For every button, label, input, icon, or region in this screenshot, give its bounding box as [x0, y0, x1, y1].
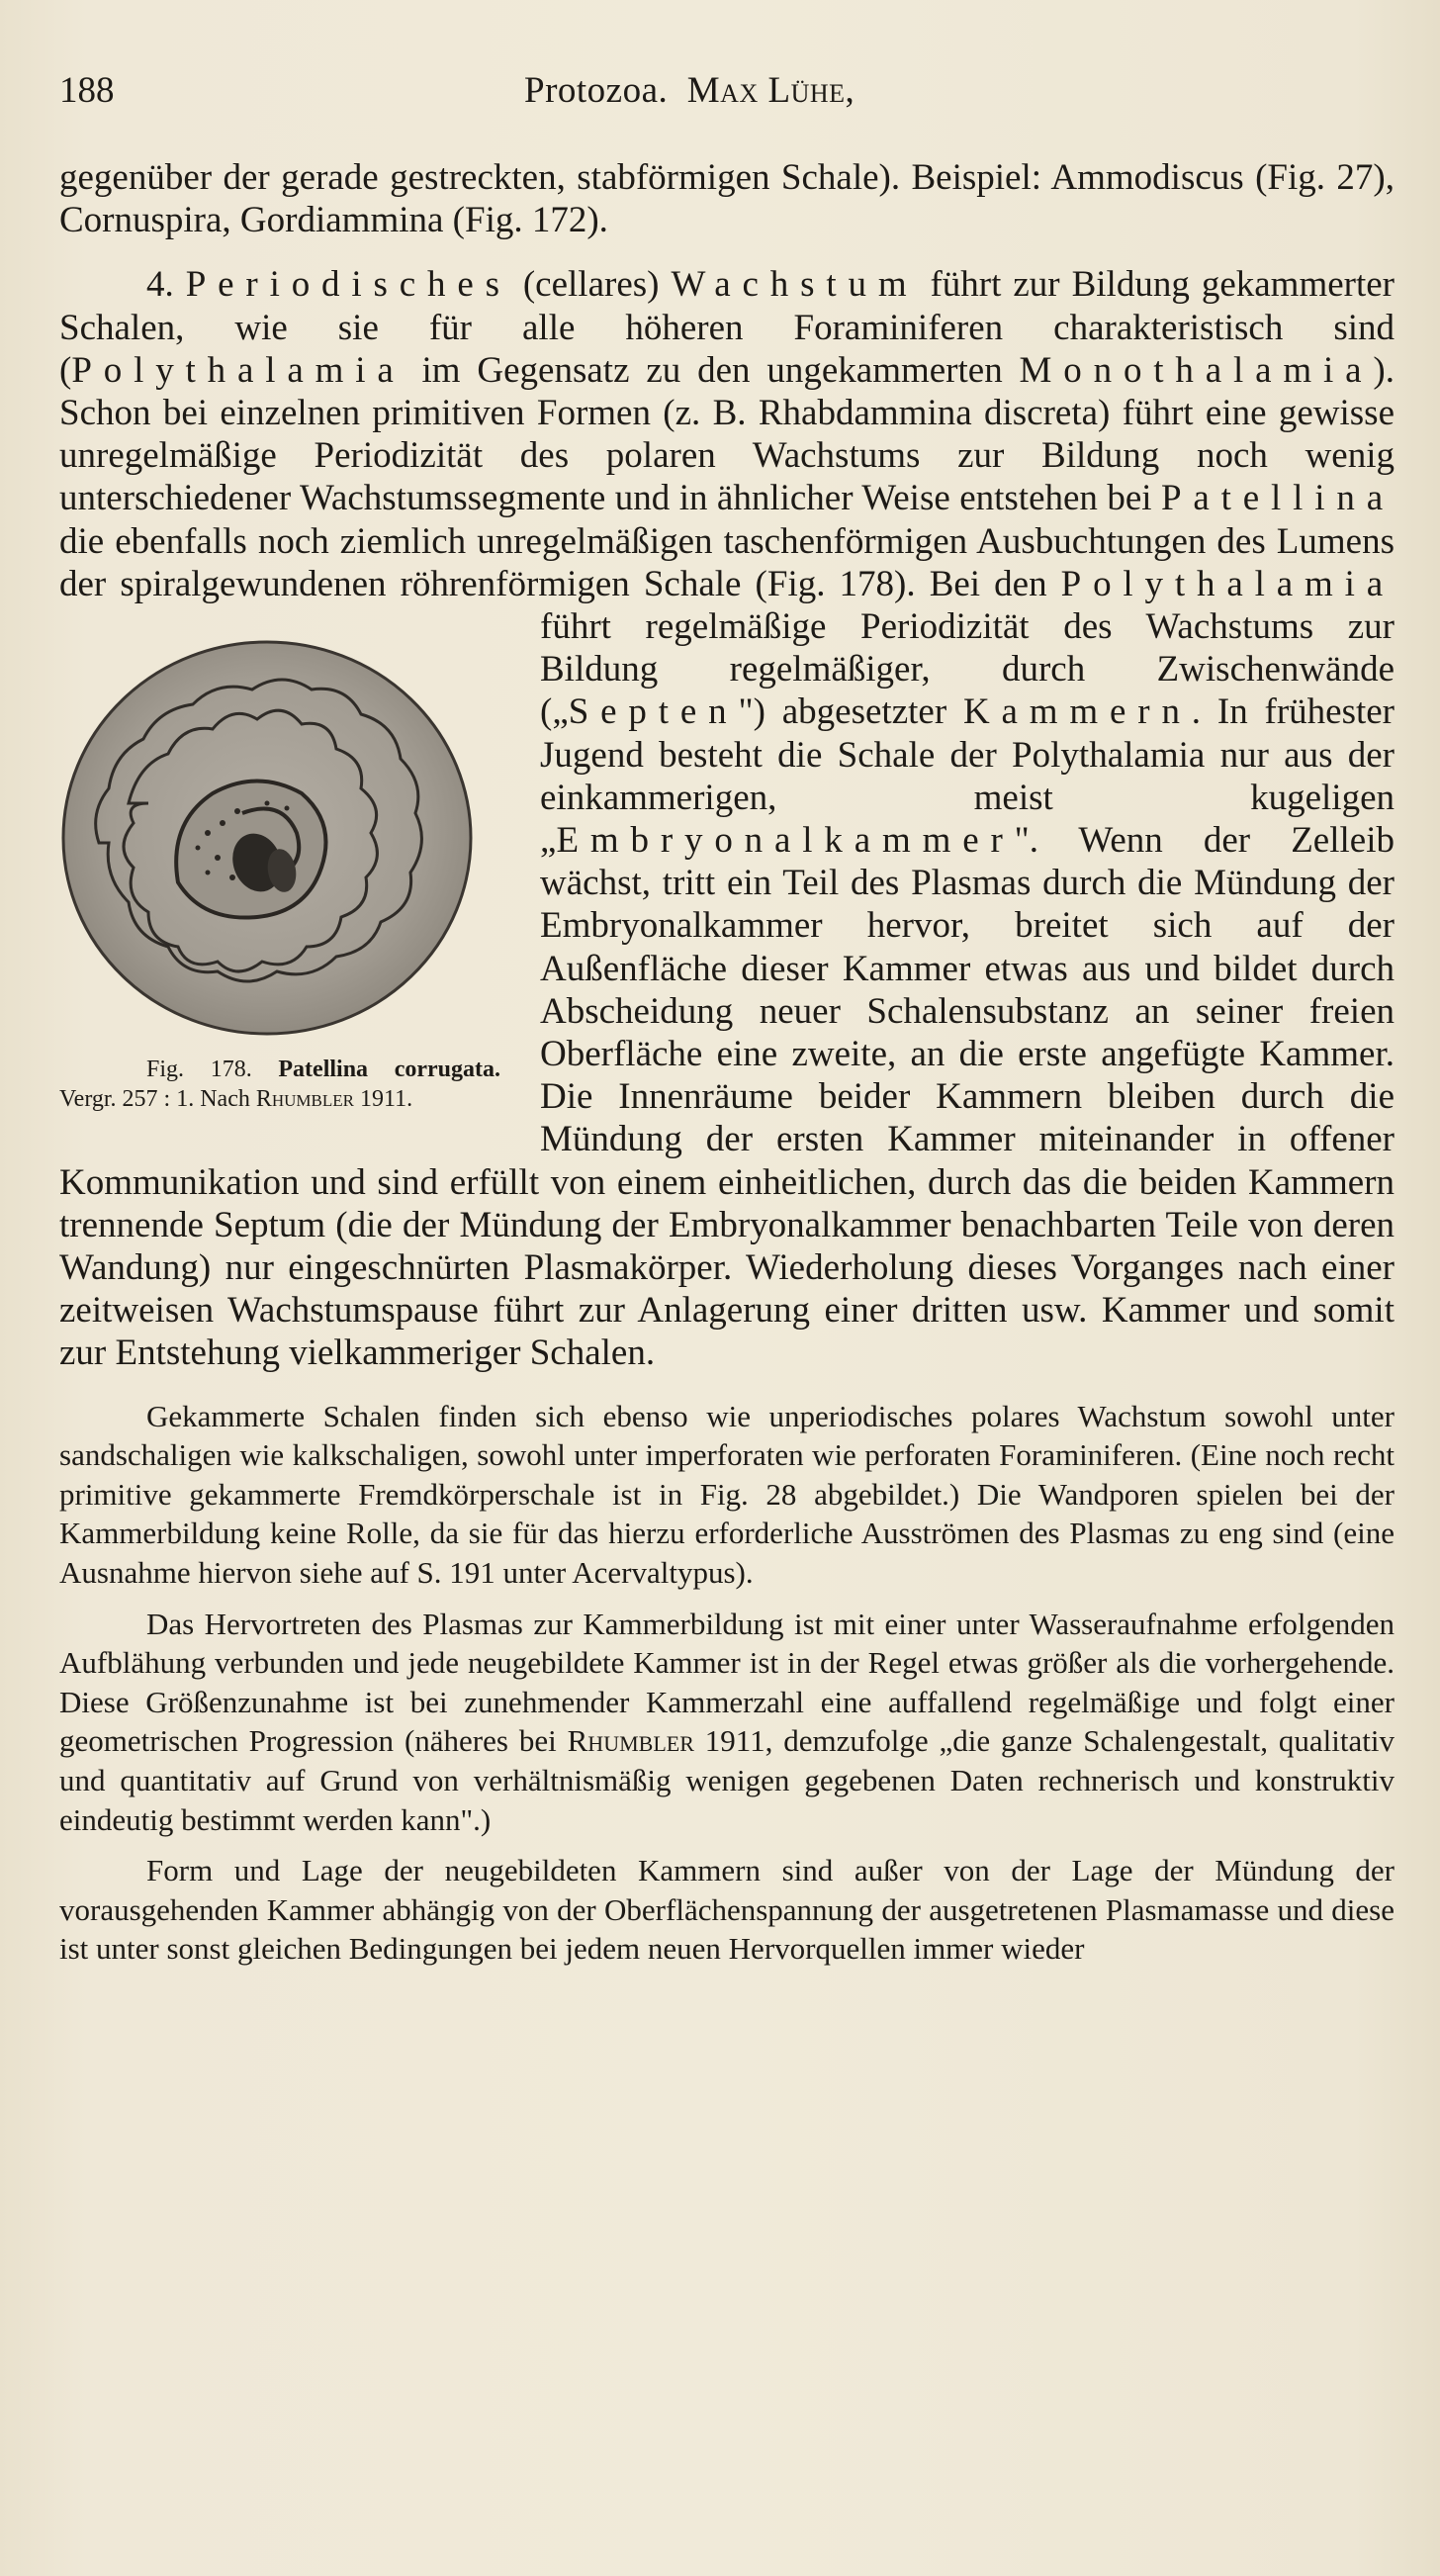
page-header [59, 69, 1395, 119]
spaced-term: Polythalamia [71, 349, 405, 391]
paragraph-chamber-form: Form und Lage der neugebildeten Kammern sind außer von der Lage der Mündung der vorausgehenden Kammer abhängig von der Oberflächenspannung der ausgetretenen Plasmamasse und diese ist unter sonst gleichen Bedingungen bei jedem neuen Hervorquellen immer wieder [59, 1853, 1395, 1967]
caption-author: Rhumbler [255, 1086, 354, 1113]
paragraph-chambered-shells: Gekammerte Schalen finden sich ebenso wie unperiodisches polares Wachstum sowohl unter sandschaligen wie kalkschaligen, sowohl unter imperforaten wie perforaten Foraminiferen. (Eine noch recht primitive gekammerte Fremdkörperschale ist in Fig. 28 abgebildet.) Die Wandporen spielen bei der Kammerbildung keine Rolle, da sie für das hierzu erforderliche Ausströmen des Plasmas zu eng sind (eine Ausnahme hiervon siehe auf S. 191 unter Acervaltypus). [59, 1398, 1395, 1591]
patellina-illustration [59, 635, 475, 1051]
author-name: Rhumbler [567, 1723, 694, 1759]
spaced-term: Wachstum [671, 264, 919, 306]
running-head [524, 69, 855, 112]
spaced-term: Patellina [1160, 478, 1395, 519]
page-body [59, 156, 1395, 1969]
running-head-title: Protozoa. [524, 70, 669, 111]
figure-caption: Fig. 178. Patellina corrugata. Vergr. 257 : 1. Nach Rhumbler 1911. [59, 1057, 501, 1113]
spaced-term: Septen [568, 691, 739, 733]
figure-178 [59, 635, 500, 1114]
spaced-term: Kammern [962, 691, 1192, 733]
caption-species: Patellina corrugata. [278, 1057, 501, 1083]
running-head-author: Max Lühe, [686, 70, 855, 111]
spaced-term: Monothalamia [1019, 349, 1374, 391]
page-number: 188 [59, 70, 115, 111]
paragraph-continuation: gegenüber der gerade gestreckten, stabförmigen Schale). Beispiel: Ammodiscus (Fig. 27), Cornuspira, Gordiammina (Fig. 172). [59, 157, 1395, 241]
spaced-term: Embryonalkammer [556, 820, 1015, 862]
caption-fig-number: Fig. 178. [146, 1057, 252, 1083]
spaced-term: Polythalamia [1060, 563, 1395, 604]
paragraph-chamber-growth: Das Hervortreten des Plasmas zur Kammerbildung ist mit einer unter Wasseraufnahme erfolgenden Aufblähung verbunden und jede neugebildete Kammer ist in der Regel etwas größer als die vorhergehende. Diese Größenzunahme ist bei zunehmender Kammerzahl eine auffallend regelmäßige und folgt einer geometrischen Progression (näheres bei Rhumbler 1911, demzufolge „die ganze Schalengestalt, qualitativ und quantitativ auf Grund von verhältnismäßig wenigen gegebenen Daten rechnerisch und konstruktiv eindeutig bestimmt werden kann".) [59, 1606, 1395, 1837]
spaced-term: Periodisches [185, 264, 511, 306]
paragraph-periodic-growth: 4. Periodisches (cellares) Wachstum führt zur Bildung gekammerter Schalen, wie sie für alle höheren Foraminiferen charakteristisch sind (Polythalamia im Gegensatz zu den ungekammerten Monothalamia). Schon bei einzelnen primitiven Formen (z. B. Rhabdammina discreta) führt eine gewisse unregelmäßige Periodizität des polaren Wachstums zur Bildung noch wenig unterschiedener Wachstumssegmente und in ähnlicher Weise entstehen bei Patellina die ebenfalls noch ziemlich unregelmäßigen taschenförmigen Ausbuchtungen des Lumens der spiralgewundenen röhrenförmigen Schale (Fig. 178). Bei den Fig. 178. Patellina corrugata. Vergr. 257 : 1. Nach Rhumbler 1911. Polythalamia führt regelmäßige Periodizität des Wachstums zur Bildung regelmäßiger, durch Zwischenwände („Septen") abgesetzter Kammern. In frühester Jugend besteht die Schale der Polythalamia nur aus der einkammerigen, meist kugeligen „Embryonalkammer". Wenn der Zelleib wächst, tritt ein Teil des Plasmas durch die Mündung der Embryonalkammer hervor, breitet sich auf der Außenfläche dieser Kammer etwas aus und bildet durch Abscheidung neuer Schalensubstanz an seiner freien Oberfläche eine zweite, an die erste angefügte Kammer. Die Innenräume beider Kammern bleiben durch die Mündung der ersten Kammer miteinander in offener Kommunikation und sind erfüllt von einem einheitlichen, durch das die beiden Kammern trennende Septum (die der Mündung der Embryonalkammer benachbarten Teile von deren Wandung) nur eingeschnürten Plasmakörper. Wiederholung dieses Vorganges nach einer zeitweisen Wachstumspause führt zur Anlagerung einer dritten usw. Kammer und somit zur Entstehung vielkammeriger Schalen. [59, 264, 1395, 1374]
